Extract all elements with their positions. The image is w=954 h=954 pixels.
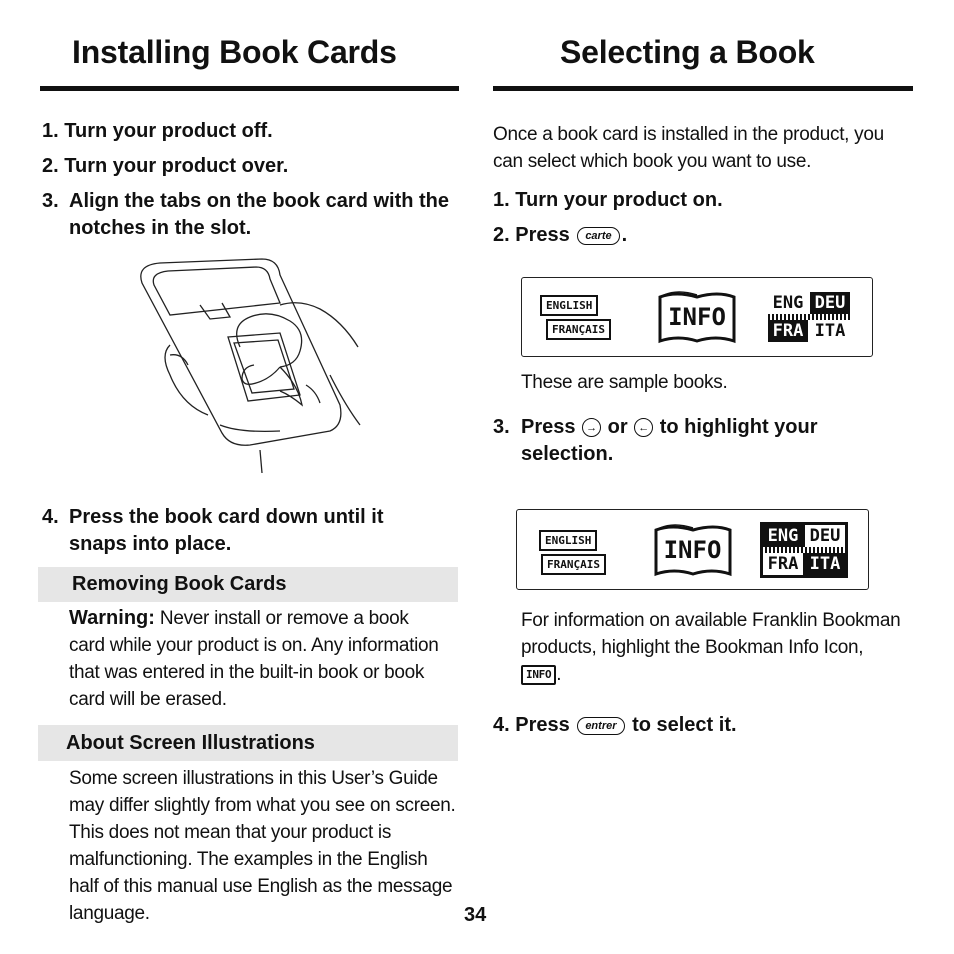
step-number: 1.	[493, 189, 510, 211]
screens-text: Some screen illustrations in this User’s Guide may differ slightly from what you see on screen. This does not mean that your product is malfunctioning. The examples in the English half of this manual use English as the message language.	[69, 768, 456, 924]
step-text-end: to highlight your selection.	[521, 416, 818, 465]
multilingual-book	[768, 292, 850, 342]
highlighted-book	[760, 522, 848, 578]
left-title: Installing Book Cards	[72, 34, 397, 70]
warning-text: Never install or remove a book card while your product is on. Any information that was entered in the built-in book or book card will be erased.	[69, 608, 439, 710]
english-francais-book	[540, 291, 626, 343]
multilingual-book	[763, 525, 845, 575]
right-step-3	[493, 414, 913, 468]
right-step-2	[493, 222, 627, 249]
sample-caption: These are sample books.	[521, 372, 728, 393]
left-step-1	[42, 118, 273, 145]
entrer-key: entrer	[577, 717, 624, 735]
screens-heading	[38, 725, 458, 761]
removing-heading	[38, 567, 458, 602]
info-text: For information on available Franklin Bookman products, highlight the Bookman Info Icon,	[521, 610, 901, 658]
info-paragraph	[521, 607, 901, 688]
carte-key: carte	[577, 227, 619, 245]
francais-label: FRANÇAIS	[541, 554, 606, 575]
left-arrow-icon: ←	[634, 418, 653, 437]
fra-label: FRA	[768, 320, 808, 342]
highlighted-books-screen	[516, 509, 869, 590]
step-number: 4.	[493, 714, 510, 736]
left-title-rule	[40, 86, 459, 91]
francais-label: FRANÇAIS	[546, 319, 611, 340]
step-text: Press	[515, 224, 570, 246]
page-number: 34	[464, 904, 487, 926]
info-book-icon	[656, 289, 738, 345]
step-text: Press	[521, 416, 576, 438]
eng-label: ENG	[772, 293, 804, 313]
right-step-4	[493, 712, 737, 739]
left-step-4	[42, 504, 442, 558]
right-title: Selecting a Book	[560, 34, 815, 70]
right-intro: Once a book card is installed in the product, you can select which book you want to use.	[493, 124, 884, 172]
deu-label: DEU	[810, 292, 850, 314]
info-book-icon	[652, 522, 734, 578]
step-number: 1.	[42, 120, 59, 142]
or-text: or	[607, 416, 628, 438]
sample-books-screen	[521, 277, 873, 357]
bookman-info-icon: INFO	[521, 665, 556, 685]
english-label: ENGLISH	[540, 295, 598, 316]
step-text: Press	[515, 714, 570, 736]
step-text: Press the book card down until it snaps into place.	[69, 506, 384, 555]
step-text: Turn your product on.	[515, 189, 723, 211]
removing-heading-text: Removing Book Cards	[72, 573, 287, 595]
step-text-end: to select it.	[632, 714, 737, 736]
ita-label: ITA	[809, 553, 841, 574]
left-step-3	[42, 188, 462, 242]
step-end: .	[621, 224, 628, 246]
deu-label: DEU	[805, 525, 845, 547]
step-number: 4.	[42, 506, 59, 528]
right-title-rule	[493, 86, 913, 91]
right-arrow-icon: →	[582, 418, 601, 437]
install-card-illustration	[130, 255, 370, 477]
info-label: INFO	[668, 303, 726, 331]
info-label: INFO	[663, 535, 722, 564]
left-step-2	[42, 153, 288, 180]
screens-heading-text: About Screen Illustrations	[66, 732, 315, 754]
fra-label: FRA	[763, 553, 803, 575]
warning-label: Warning:	[69, 607, 155, 629]
step-text: Turn your product off.	[64, 120, 273, 142]
step-text: Turn your product over.	[64, 155, 289, 177]
ita-label: ITA	[814, 321, 846, 341]
removing-warning	[69, 605, 449, 713]
right-step-1	[493, 187, 723, 214]
eng-label: ENG	[767, 525, 799, 546]
step-number: 2.	[42, 155, 59, 177]
step-number: 3.	[493, 416, 510, 438]
step-text: Align the tabs on the book card with the notches in the slot.	[69, 190, 450, 239]
info-end: .	[556, 664, 562, 685]
english-label: ENGLISH	[539, 530, 597, 551]
step-number: 2.	[493, 224, 510, 246]
step-number: 3.	[42, 190, 59, 212]
english-francais-book	[539, 524, 625, 576]
